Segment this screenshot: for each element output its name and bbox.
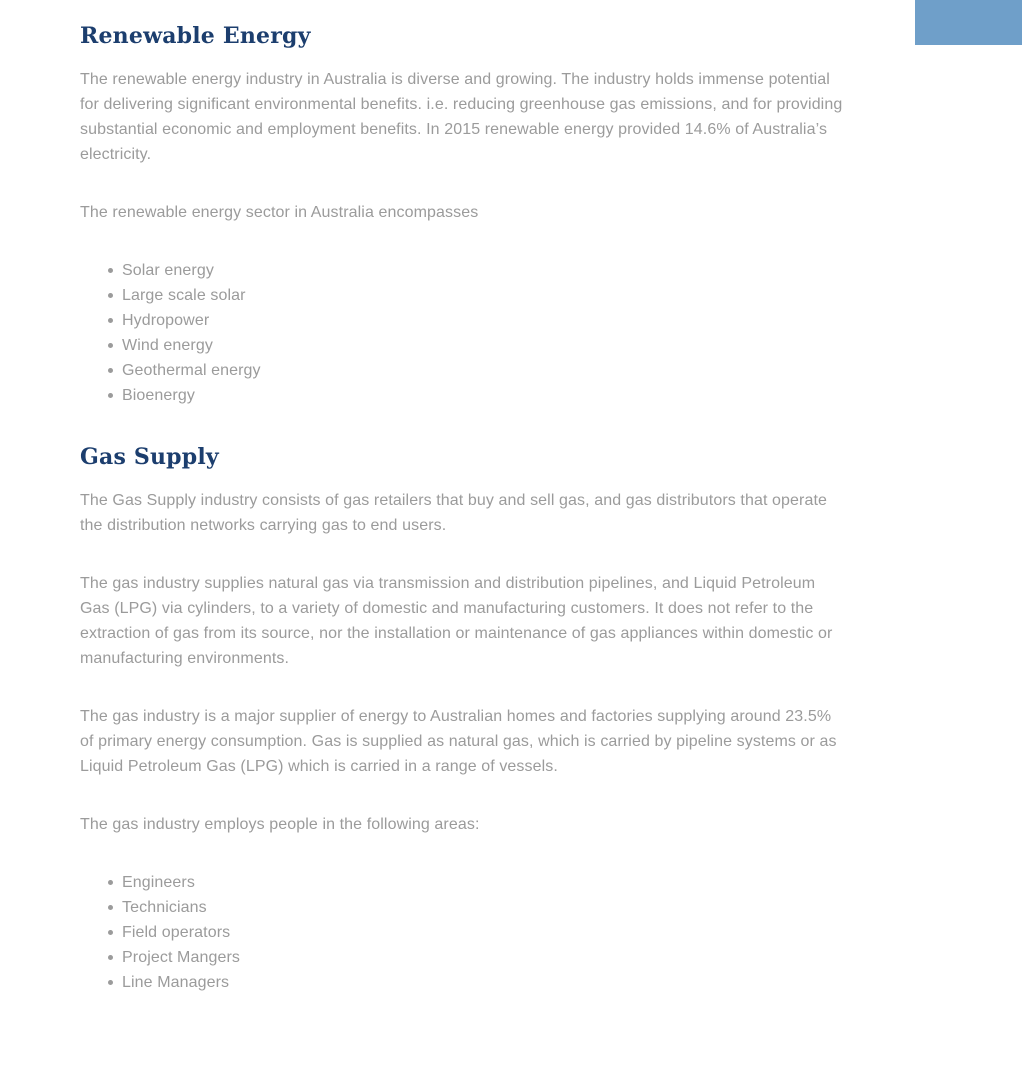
renewable-energy-list xyxy=(80,258,848,408)
list-item: Engineers xyxy=(108,870,848,895)
list-item: Large scale solar xyxy=(108,283,848,308)
list-item: Wind energy xyxy=(108,333,848,358)
renewable-intro-paragraph: The renewable energy industry in Australia is diverse and growing. The industry holds immense potential for delivering significant environmental benefits. i.e. reducing greenhouse gas emissions, and for providing substantial economic and employment benefits. In 2015 renewable energy provided 14.6% of Australia’s electricity. xyxy=(80,71,843,163)
gas-jobs-list xyxy=(80,870,848,995)
section-gas-supply xyxy=(80,445,848,995)
section-renewable-energy xyxy=(80,24,848,408)
main-content xyxy=(80,24,848,1028)
list-item: Line Managers xyxy=(108,970,848,995)
list-item: Hydropower xyxy=(108,308,848,333)
gas-industry-overview-paragraph: The Gas Supply industry consists of gas retailers that buy and sell gas, and gas distributors that operate the distribution networks carrying gas to end users. xyxy=(80,492,827,534)
renewable-sector-paragraph: The renewable energy sector in Australia encompasses xyxy=(80,204,479,221)
list-item: Bioenergy xyxy=(108,383,848,408)
list-item: Technicians xyxy=(108,895,848,920)
renewable-energy-heading: Renewable Energy xyxy=(80,23,311,49)
gas-energy-share-paragraph: The gas industry is a major supplier of energy to Australian homes and factories supplying around 23.5% of primary energy consumption. Gas is supplied as natural gas, which is carried by pipeline systems or as Liquid Petroleum Gas (LPG) which is carried in a range of vessels. xyxy=(80,708,837,775)
gas-supply-heading: Gas Supply xyxy=(80,444,219,470)
list-item: Field operators xyxy=(108,920,848,945)
gas-supply-detail-paragraph: The gas industry supplies natural gas via transmission and distribution pipelines, and Liquid Petroleum Gas (LPG) via cylinders, to a variety of domestic and manufacturing customers. It does not refer to the extraction of gas from its source, nor the installation or maintenance of gas appliances within domestic or manufacturing environments. xyxy=(80,575,833,667)
gas-employment-paragraph: The gas industry employs people in the following areas: xyxy=(80,816,480,833)
list-item: Project Mangers xyxy=(108,945,848,970)
list-item: Geothermal energy xyxy=(108,358,848,383)
header-accent-block xyxy=(915,0,1022,45)
list-item: Solar energy xyxy=(108,258,848,283)
